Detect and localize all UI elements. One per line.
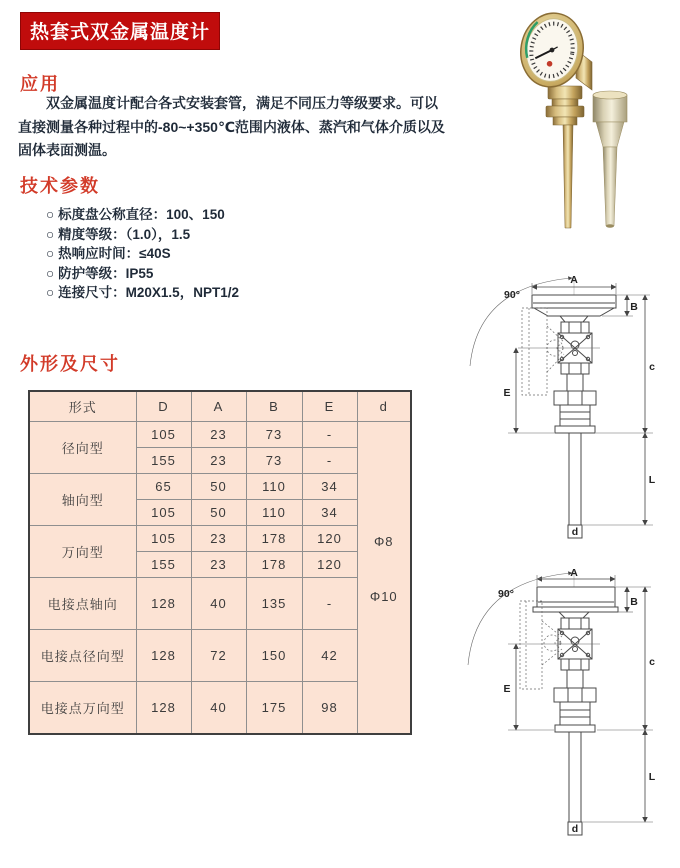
cell: 23: [191, 526, 246, 552]
cell: 105: [136, 500, 191, 526]
cell: 155: [136, 448, 191, 474]
drawing1-stem: [568, 433, 582, 538]
dim-label-a: A: [570, 567, 578, 579]
cell: 23: [191, 448, 246, 474]
col-header: A: [191, 391, 246, 422]
cell: 23: [191, 552, 246, 578]
dimensions-heading: 外形及尺寸: [20, 354, 120, 374]
page-title: 热套式双金属温度计: [30, 22, 211, 43]
type-label: 轴向型: [29, 474, 136, 526]
dim-label-c: c: [649, 656, 655, 668]
dim-label-b: B: [630, 596, 638, 608]
list-item-text: 连接尺寸：M20X1.5，NPT1/2: [58, 285, 239, 301]
circle-bullet-icon: ○: [46, 285, 55, 301]
col-header: B: [246, 391, 302, 422]
d-value: Φ10: [369, 589, 398, 604]
type-label: 万向型: [29, 526, 136, 578]
application-heading: 应用: [20, 74, 60, 94]
cell: 128: [136, 578, 191, 630]
list-item-text: 防护等级：IP55: [58, 265, 154, 281]
col-header: D: [136, 391, 191, 422]
dim-label-e: E: [503, 387, 511, 399]
cell: -: [302, 578, 357, 630]
drawing1-dial: [532, 295, 616, 322]
col-header: d: [357, 391, 411, 422]
cell: 150: [246, 630, 302, 682]
dim-label-c: c: [649, 361, 655, 373]
cell: 120: [302, 526, 357, 552]
dim-label-a: A: [570, 274, 578, 286]
cell: 42: [302, 630, 357, 682]
list-item-text: 热响应时间：≤40S: [58, 246, 171, 262]
application-body: 双金属温度计配合各式安装套管，满足不同压力等级要求。可以直接测量各种过程中的-80~+350℃范围内液体、蒸汽和气体介质以及固体表面测温。: [18, 95, 445, 158]
list-item: [46, 283, 239, 303]
drawing1-swivel-body: [554, 322, 596, 433]
cell: 128: [136, 682, 191, 735]
table-row: [29, 526, 411, 552]
table-row: [29, 630, 411, 682]
cell: 40: [191, 682, 246, 735]
dim-label-l: L: [648, 474, 656, 486]
dim-label-d: d: [571, 526, 579, 538]
d-column-cell: [357, 422, 411, 735]
drawing2-swivel-body: [554, 618, 596, 732]
thermowell-sleeve: [593, 91, 627, 228]
cell: 120: [302, 552, 357, 578]
cell: 155: [136, 552, 191, 578]
dimension-drawing-1: [450, 268, 675, 558]
title-banner: [20, 12, 220, 50]
cell: -: [302, 422, 357, 448]
table-row: [29, 578, 411, 630]
cell: 105: [136, 422, 191, 448]
cell: 73: [246, 448, 302, 474]
col-header: 形式: [29, 391, 136, 422]
list-item: [46, 264, 239, 284]
cell: 40: [191, 578, 246, 630]
dim-label-b: B: [630, 301, 638, 313]
cell: 65: [136, 474, 191, 500]
cell: 72: [191, 630, 246, 682]
table-row: [29, 474, 411, 500]
cell: 128: [136, 630, 191, 682]
cell: 73: [246, 422, 302, 448]
spec-table: [28, 390, 412, 735]
dim-label-e: E: [503, 683, 511, 695]
table-row: [29, 422, 411, 448]
cell: 98: [302, 682, 357, 735]
circle-bullet-icon: ○: [46, 207, 55, 222]
cell: 50: [191, 474, 246, 500]
drawing2-dial: [533, 587, 618, 618]
dim-label-angle: 90°: [504, 289, 520, 301]
cell: 135: [246, 578, 302, 630]
table-header-row: [29, 391, 411, 422]
cell: 110: [246, 500, 302, 526]
tech-params-list: [46, 205, 239, 303]
cell: 23: [191, 422, 246, 448]
cell: 105: [136, 526, 191, 552]
cell: 34: [302, 474, 357, 500]
cell: 50: [191, 500, 246, 526]
table-row: [29, 682, 411, 735]
circle-bullet-icon: ○: [46, 246, 55, 262]
type-label: 电接点径向型: [29, 630, 136, 682]
tech-params-heading: 技术参数: [20, 176, 100, 196]
dim-label-angle: 90°: [498, 588, 514, 600]
drawing2-rotated-position-dashed: [520, 601, 562, 689]
cell: 178: [246, 526, 302, 552]
circle-bullet-icon: ○: [46, 265, 55, 281]
cell: 110: [246, 474, 302, 500]
list-item: [46, 205, 239, 225]
list-item: [46, 225, 239, 245]
cell: -: [302, 448, 357, 474]
col-header: E: [302, 391, 357, 422]
list-item-text: 精度等级：（1.0），1.5: [58, 226, 191, 242]
type-label: 电接点轴向: [29, 578, 136, 630]
cell: 175: [246, 682, 302, 735]
dim-label-d: d: [571, 823, 579, 835]
drawing2-stem: [568, 732, 582, 835]
dimension-drawing-2: [450, 565, 680, 865]
cell: 178: [246, 552, 302, 578]
list-item: [46, 244, 239, 264]
circle-bullet-icon: ○: [46, 226, 55, 242]
type-label: 径向型: [29, 422, 136, 474]
dim-label-l: L: [648, 771, 656, 783]
list-item-text: 标度盘公称直径：100、150: [58, 207, 225, 222]
thermometer-stem: [563, 125, 573, 228]
type-label: 电接点万向型: [29, 682, 136, 735]
cell: 34: [302, 500, 357, 526]
d-value: Φ8: [373, 534, 394, 549]
product-photo: [440, 0, 680, 250]
